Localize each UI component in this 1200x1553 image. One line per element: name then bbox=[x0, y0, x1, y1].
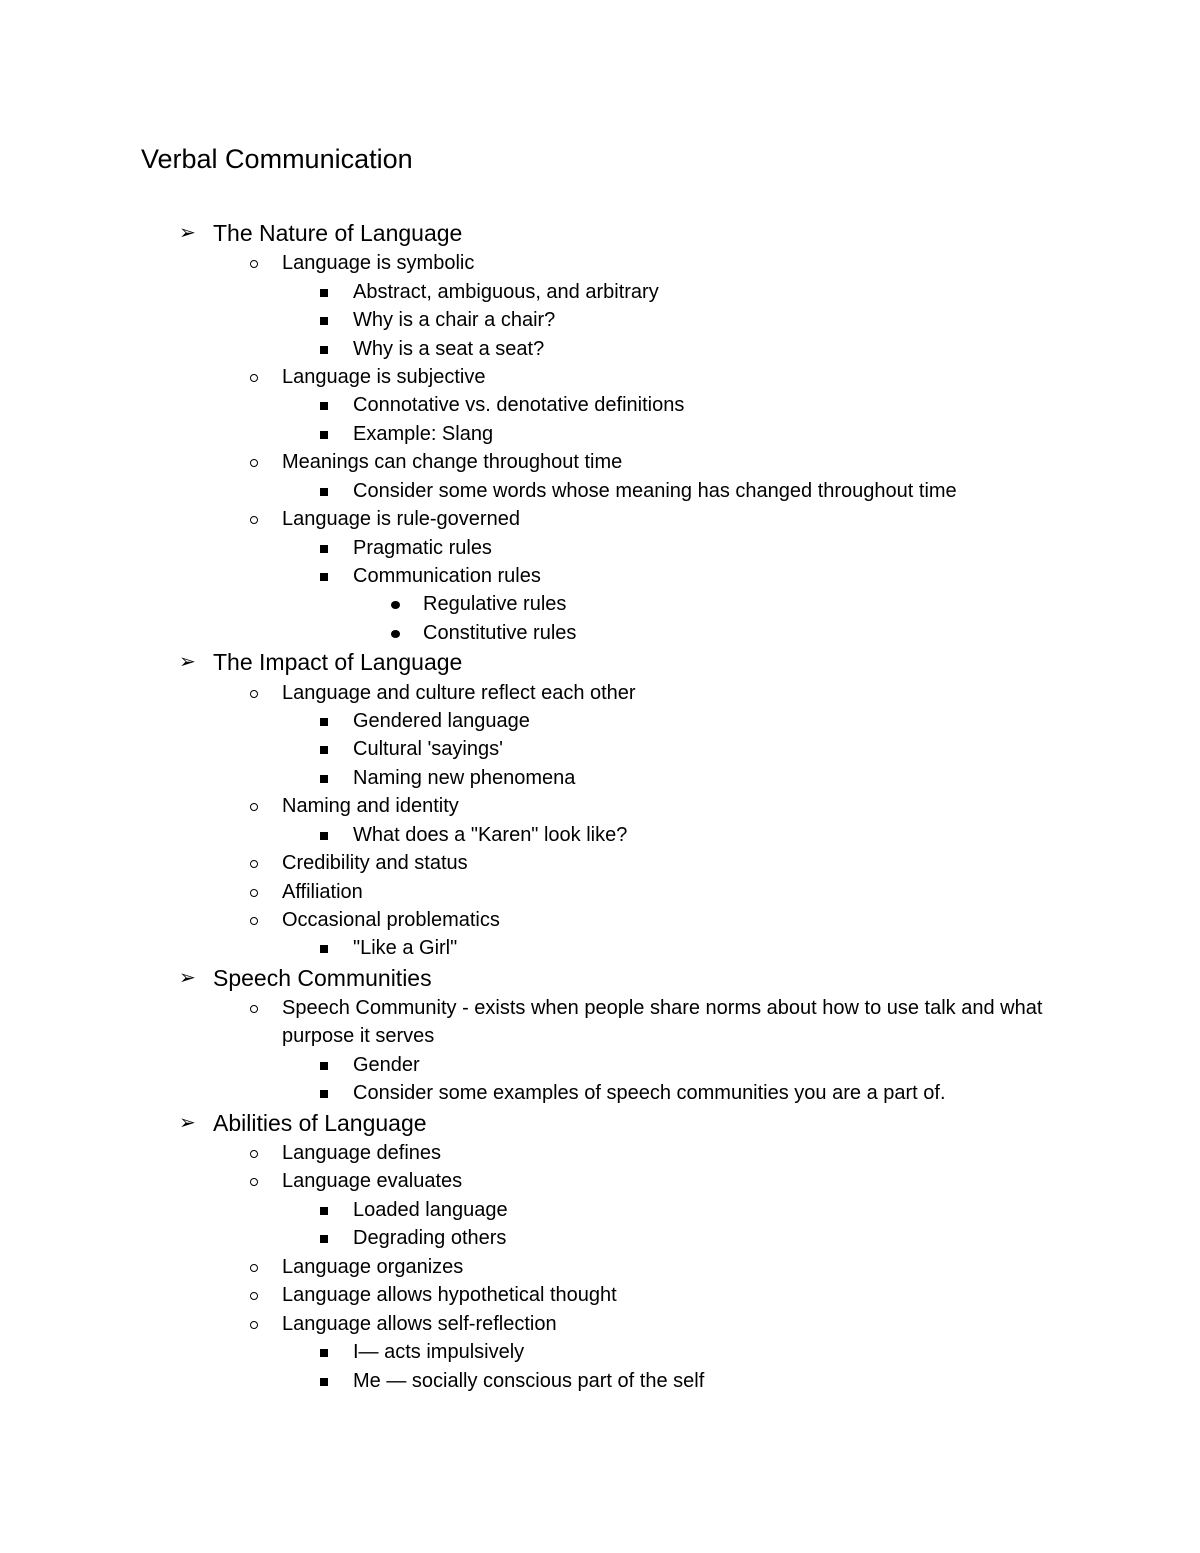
square-bullet-icon bbox=[320, 1349, 328, 1357]
list-item bbox=[0, 994, 1200, 1051]
sub-list-item bbox=[0, 477, 1200, 505]
list-item-text: Language organizes bbox=[282, 1255, 464, 1278]
sub-list-item-text: Why is a chair a chair? bbox=[353, 309, 556, 332]
square-bullet-icon bbox=[320, 718, 328, 726]
section-heading bbox=[0, 963, 1200, 994]
hollow-circle-bullet-icon bbox=[250, 889, 258, 897]
sub-sub-list-item bbox=[0, 590, 1200, 618]
hollow-circle-bullet-icon bbox=[250, 1292, 258, 1300]
sub-list-item-text: Communication rules bbox=[353, 565, 541, 587]
list-item-text: Affiliation bbox=[282, 880, 363, 903]
hollow-circle-bullet-icon bbox=[250, 1005, 258, 1013]
sub-list-item bbox=[0, 707, 1200, 735]
section-heading-text: Abilities of Language bbox=[213, 1109, 427, 1136]
sub-list-item bbox=[0, 934, 1200, 962]
square-bullet-icon bbox=[320, 1235, 328, 1243]
list-item bbox=[0, 448, 1200, 476]
list-item bbox=[0, 878, 1200, 906]
sub-list-item-text: "Like a Girl" bbox=[353, 937, 458, 960]
sub-list-item-text: Abstract, ambiguous, and arbitrary bbox=[353, 280, 659, 303]
sub-list-item bbox=[0, 764, 1200, 792]
list-item bbox=[0, 849, 1200, 877]
sub-list-item bbox=[0, 1338, 1200, 1366]
hollow-circle-bullet-icon bbox=[250, 1321, 258, 1329]
document-title: Verbal Communication bbox=[141, 144, 413, 174]
arrowhead-bullet-icon: ➢ bbox=[179, 966, 196, 989]
hollow-circle-bullet-icon bbox=[250, 690, 258, 698]
list-item bbox=[0, 679, 1200, 707]
list-item bbox=[0, 249, 1200, 277]
list-item bbox=[0, 363, 1200, 391]
sub-list-item bbox=[0, 1224, 1200, 1252]
section-heading-text: The Impact of Language bbox=[213, 649, 463, 676]
list-item-text: Speech Community - exists when people share norms about how to use talk and what purpose it serves bbox=[282, 997, 1043, 1048]
sub-list-item-text: Naming new phenomena bbox=[353, 766, 576, 789]
sub-list-item-text: Consider some words whose meaning has changed throughout time bbox=[353, 479, 957, 502]
hollow-circle-bullet-icon bbox=[250, 374, 258, 382]
sub-list-item-text: I— acts impulsively bbox=[353, 1341, 525, 1364]
sub-list-item bbox=[0, 735, 1200, 763]
sub-list-item bbox=[0, 562, 1200, 590]
sub-sub-list-item-text: Regulative rules bbox=[423, 593, 567, 616]
square-bullet-icon bbox=[320, 1207, 328, 1215]
sub-sub-list-item bbox=[0, 619, 1200, 647]
sub-list-item bbox=[0, 420, 1200, 448]
sub-list-item bbox=[0, 391, 1200, 419]
sub-list-item-text: Pragmatic rules bbox=[353, 536, 492, 559]
list-item-text: Language is subjective bbox=[282, 365, 486, 388]
hollow-circle-bullet-icon bbox=[250, 1150, 258, 1158]
square-bullet-icon bbox=[320, 346, 328, 354]
arrowhead-bullet-icon: ➢ bbox=[179, 1111, 196, 1134]
section-heading bbox=[0, 218, 1200, 249]
square-bullet-icon bbox=[320, 1062, 328, 1070]
list-item-text: Language evaluates bbox=[282, 1170, 463, 1193]
sub-list-item-text: Why is a seat a seat? bbox=[353, 337, 545, 360]
list-item bbox=[0, 906, 1200, 934]
hollow-circle-bullet-icon bbox=[250, 1178, 258, 1186]
hollow-circle-bullet-icon bbox=[250, 260, 258, 268]
hollow-circle-bullet-icon bbox=[250, 459, 258, 467]
hollow-circle-bullet-icon bbox=[250, 1264, 258, 1272]
list-item-text: Naming and identity bbox=[282, 795, 459, 818]
section-heading bbox=[0, 647, 1200, 678]
outline-list bbox=[0, 218, 1200, 1395]
square-bullet-icon bbox=[320, 1090, 328, 1098]
sub-list-item bbox=[0, 1079, 1200, 1107]
sub-list-item bbox=[0, 1367, 1200, 1395]
list-item-text: Language and culture reflect each other bbox=[282, 681, 636, 704]
sub-list-item-text: Consider some examples of speech communities you are a part of. bbox=[353, 1082, 946, 1105]
sub-list-item bbox=[0, 1051, 1200, 1079]
list-item-text: Language is rule-governed bbox=[282, 508, 520, 531]
list-item-text: Occasional problematics bbox=[282, 909, 500, 931]
hollow-circle-bullet-icon bbox=[250, 803, 258, 811]
hollow-circle-bullet-icon bbox=[250, 860, 258, 868]
section-heading-text: The Nature of Language bbox=[213, 220, 463, 246]
sub-list-item-text: Me — socially conscious part of the self bbox=[353, 1369, 705, 1392]
sub-list-item-text: Gendered language bbox=[353, 709, 530, 732]
list-item bbox=[0, 792, 1200, 820]
list-item bbox=[0, 505, 1200, 533]
arrowhead-bullet-icon: ➢ bbox=[179, 651, 196, 674]
square-bullet-icon bbox=[320, 775, 328, 783]
square-bullet-icon bbox=[320, 317, 328, 325]
list-item-text: Language allows self-reflection bbox=[282, 1312, 557, 1335]
square-bullet-icon bbox=[320, 545, 328, 553]
square-bullet-icon bbox=[320, 402, 328, 410]
square-bullet-icon bbox=[320, 289, 328, 297]
sub-list-item-text: Gender bbox=[353, 1053, 420, 1076]
list-item-text: Credibility and status bbox=[282, 852, 468, 875]
list-item bbox=[0, 1253, 1200, 1281]
square-bullet-icon bbox=[320, 832, 328, 840]
list-item-text: Language defines bbox=[282, 1142, 442, 1165]
sub-list-item-text: Example: Slang bbox=[353, 422, 494, 445]
sub-list-item bbox=[0, 335, 1200, 363]
list-item-text: Language allows hypothetical thought bbox=[282, 1284, 617, 1307]
sub-list-item bbox=[0, 1196, 1200, 1224]
sub-sub-list-item-text: Constitutive rules bbox=[423, 621, 577, 644]
sub-list-item-text: What does a "Karen" look like? bbox=[353, 823, 628, 846]
hollow-circle-bullet-icon bbox=[250, 516, 258, 524]
square-bullet-icon bbox=[320, 488, 328, 496]
sub-list-item bbox=[0, 534, 1200, 562]
sub-list-item bbox=[0, 821, 1200, 849]
square-bullet-icon bbox=[320, 1378, 328, 1386]
list-item bbox=[0, 1310, 1200, 1338]
filled-circle-bullet-icon bbox=[391, 601, 400, 609]
list-item-text: Language is symbolic bbox=[282, 252, 475, 275]
sub-list-item-text: Connotative vs. denotative definitions bbox=[353, 394, 685, 417]
hollow-circle-bullet-icon bbox=[250, 917, 258, 925]
section-heading-text: Speech Communities bbox=[213, 964, 432, 991]
sub-list-item bbox=[0, 306, 1200, 334]
arrowhead-bullet-icon: ➢ bbox=[179, 222, 196, 244]
square-bullet-icon bbox=[320, 573, 328, 581]
square-bullet-icon bbox=[320, 431, 328, 439]
square-bullet-icon bbox=[320, 945, 328, 953]
square-bullet-icon bbox=[320, 746, 328, 754]
list-item bbox=[0, 1281, 1200, 1309]
section-heading bbox=[0, 1108, 1200, 1139]
sub-list-item-text: Loaded language bbox=[353, 1198, 508, 1221]
sub-list-item bbox=[0, 278, 1200, 306]
filled-circle-bullet-icon bbox=[391, 630, 400, 638]
list-item bbox=[0, 1139, 1200, 1167]
list-item-text: Meanings can change throughout time bbox=[282, 451, 623, 474]
sub-list-item-text: Cultural 'sayings' bbox=[353, 738, 503, 761]
list-item bbox=[0, 1167, 1200, 1195]
sub-list-item-text: Degrading others bbox=[353, 1227, 507, 1250]
